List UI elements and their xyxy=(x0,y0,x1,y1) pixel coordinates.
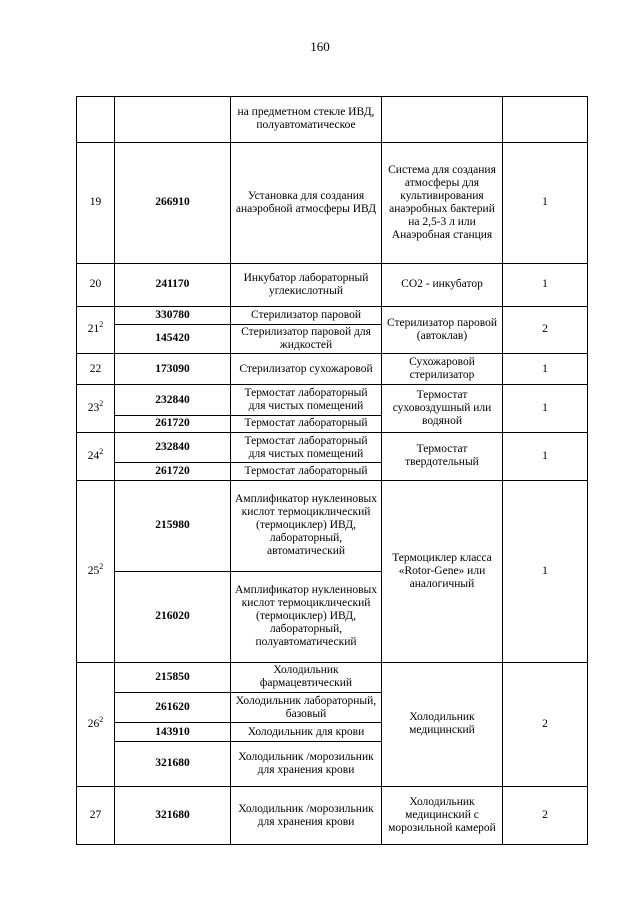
row-number: 26 xyxy=(87,717,100,730)
code-cell: 173090 xyxy=(115,354,231,385)
name-cell: Стерилизатор паровой xyxy=(231,306,382,324)
code-cell: 215980 xyxy=(115,480,231,571)
name-cell: Стерилизатор паровой для жидкостей xyxy=(231,324,382,353)
row-number-cell xyxy=(77,306,115,354)
quantity-cell: 1 xyxy=(503,385,588,433)
table-row xyxy=(77,662,588,692)
code-cell: 261720 xyxy=(115,463,231,480)
code-cell: 145420 xyxy=(115,324,231,353)
name-cell: Холодильник /морозильник для хранения крови xyxy=(231,741,382,787)
row-number-cell xyxy=(77,433,115,481)
row-number: 23 xyxy=(87,402,100,415)
code-cell xyxy=(115,97,231,143)
row-number-cell xyxy=(77,662,115,786)
code-cell: 215850 xyxy=(115,662,231,692)
quantity-cell: 1 xyxy=(503,264,588,307)
code-cell: 261620 xyxy=(115,693,231,723)
table-row xyxy=(77,264,588,307)
quantity-cell: 1 xyxy=(503,142,588,263)
name-cell: Термостат лабораторный для чистых помещений xyxy=(231,385,382,415)
row-number: 21 xyxy=(87,323,100,336)
table-row xyxy=(77,97,588,143)
quantity-cell xyxy=(503,97,588,143)
name-cell: Стерилизатор сухожаровой xyxy=(231,354,382,385)
description-cell: Система для создания атмосферы для культивирования анаэробных бактерий на 2,5-3 л или Анаэробная станция xyxy=(382,142,503,263)
code-cell: 330780 xyxy=(115,306,231,324)
quantity-cell: 2 xyxy=(503,662,588,786)
quantity-cell: 1 xyxy=(503,480,588,662)
description-cell: CO2 - инкубатор xyxy=(382,264,503,307)
name-cell: Амплификатор нуклеиновых кислот термоциклический (термоциклер) ИВД, лабораторный, автоматический xyxy=(231,480,382,571)
row-number-cell: 27 xyxy=(77,787,115,845)
name-cell: Установка для создания анаэробной атмосферы ИВД xyxy=(231,142,382,263)
description-cell: Холодильник медицинский с морозильной камерой xyxy=(382,787,503,845)
description-cell: Стерилизатор паровой (автоклав) xyxy=(382,306,503,354)
description-cell: Термостат суховоздушный или водяной xyxy=(382,385,503,433)
quantity-cell: 2 xyxy=(503,306,588,354)
name-cell: Термостат лабораторный xyxy=(231,463,382,480)
name-cell: Холодильник лабораторный, базовый xyxy=(231,693,382,723)
row-number-cell: 20 xyxy=(77,264,115,307)
row-number-cell: 22 xyxy=(77,354,115,385)
table-row xyxy=(77,385,588,415)
table-row xyxy=(77,142,588,263)
description-cell: Термоциклер класса «Rotor-Gene» или аналогичный xyxy=(382,480,503,662)
row-number: 24 xyxy=(87,449,100,462)
row-number-cell xyxy=(77,385,115,433)
name-cell: Амплификатор нуклеиновых кислот термоциклический (термоциклер) ИВД, лабораторный, полуавтоматический xyxy=(231,571,382,662)
code-cell: 241170 xyxy=(115,264,231,307)
code-cell: 321680 xyxy=(115,787,231,845)
footnote-mark: 2 xyxy=(99,561,104,571)
table-row xyxy=(77,433,588,463)
quantity-cell: 1 xyxy=(503,354,588,385)
name-cell: на предметном стекле ИВД, полуавтоматическое xyxy=(231,97,382,143)
code-cell: 216020 xyxy=(115,571,231,662)
footnote-mark: 2 xyxy=(99,399,104,409)
row-number-cell: 19 xyxy=(77,142,115,263)
description-cell: Сухожаровой стерилизатор xyxy=(382,354,503,385)
table-row xyxy=(77,354,588,385)
name-cell: Инкубатор лабораторный углекислотный xyxy=(231,264,382,307)
table-row xyxy=(77,306,588,324)
quantity-cell: 1 xyxy=(503,433,588,481)
quantity-cell: 2 xyxy=(503,787,588,845)
code-cell: 261720 xyxy=(115,415,231,432)
description-cell: Термостат твердотельный xyxy=(382,433,503,481)
footnote-mark: 2 xyxy=(99,715,104,725)
row-number-cell xyxy=(77,97,115,143)
page-number: 160 xyxy=(310,39,330,54)
code-cell: 266910 xyxy=(115,142,231,263)
description-cell: Холодильник медицинский xyxy=(382,662,503,786)
table-row xyxy=(77,787,588,845)
equipment-table xyxy=(76,96,588,845)
code-cell: 232840 xyxy=(115,385,231,415)
row-number: 25 xyxy=(87,564,100,577)
name-cell: Термостат лабораторный xyxy=(231,415,382,432)
footnote-mark: 2 xyxy=(99,446,104,456)
name-cell: Холодильник для крови xyxy=(231,723,382,741)
code-cell: 232840 xyxy=(115,433,231,463)
name-cell: Холодильник фармацевтический xyxy=(231,662,382,692)
code-cell: 143910 xyxy=(115,723,231,741)
row-number-cell xyxy=(77,480,115,662)
code-cell: 321680 xyxy=(115,741,231,787)
footnote-mark: 2 xyxy=(99,320,104,330)
description-cell xyxy=(382,97,503,143)
name-cell: Термостат лабораторный для чистых помещений xyxy=(231,433,382,463)
table-row xyxy=(77,480,588,571)
name-cell: Холодильник /морозильник для хранения крови xyxy=(231,787,382,845)
